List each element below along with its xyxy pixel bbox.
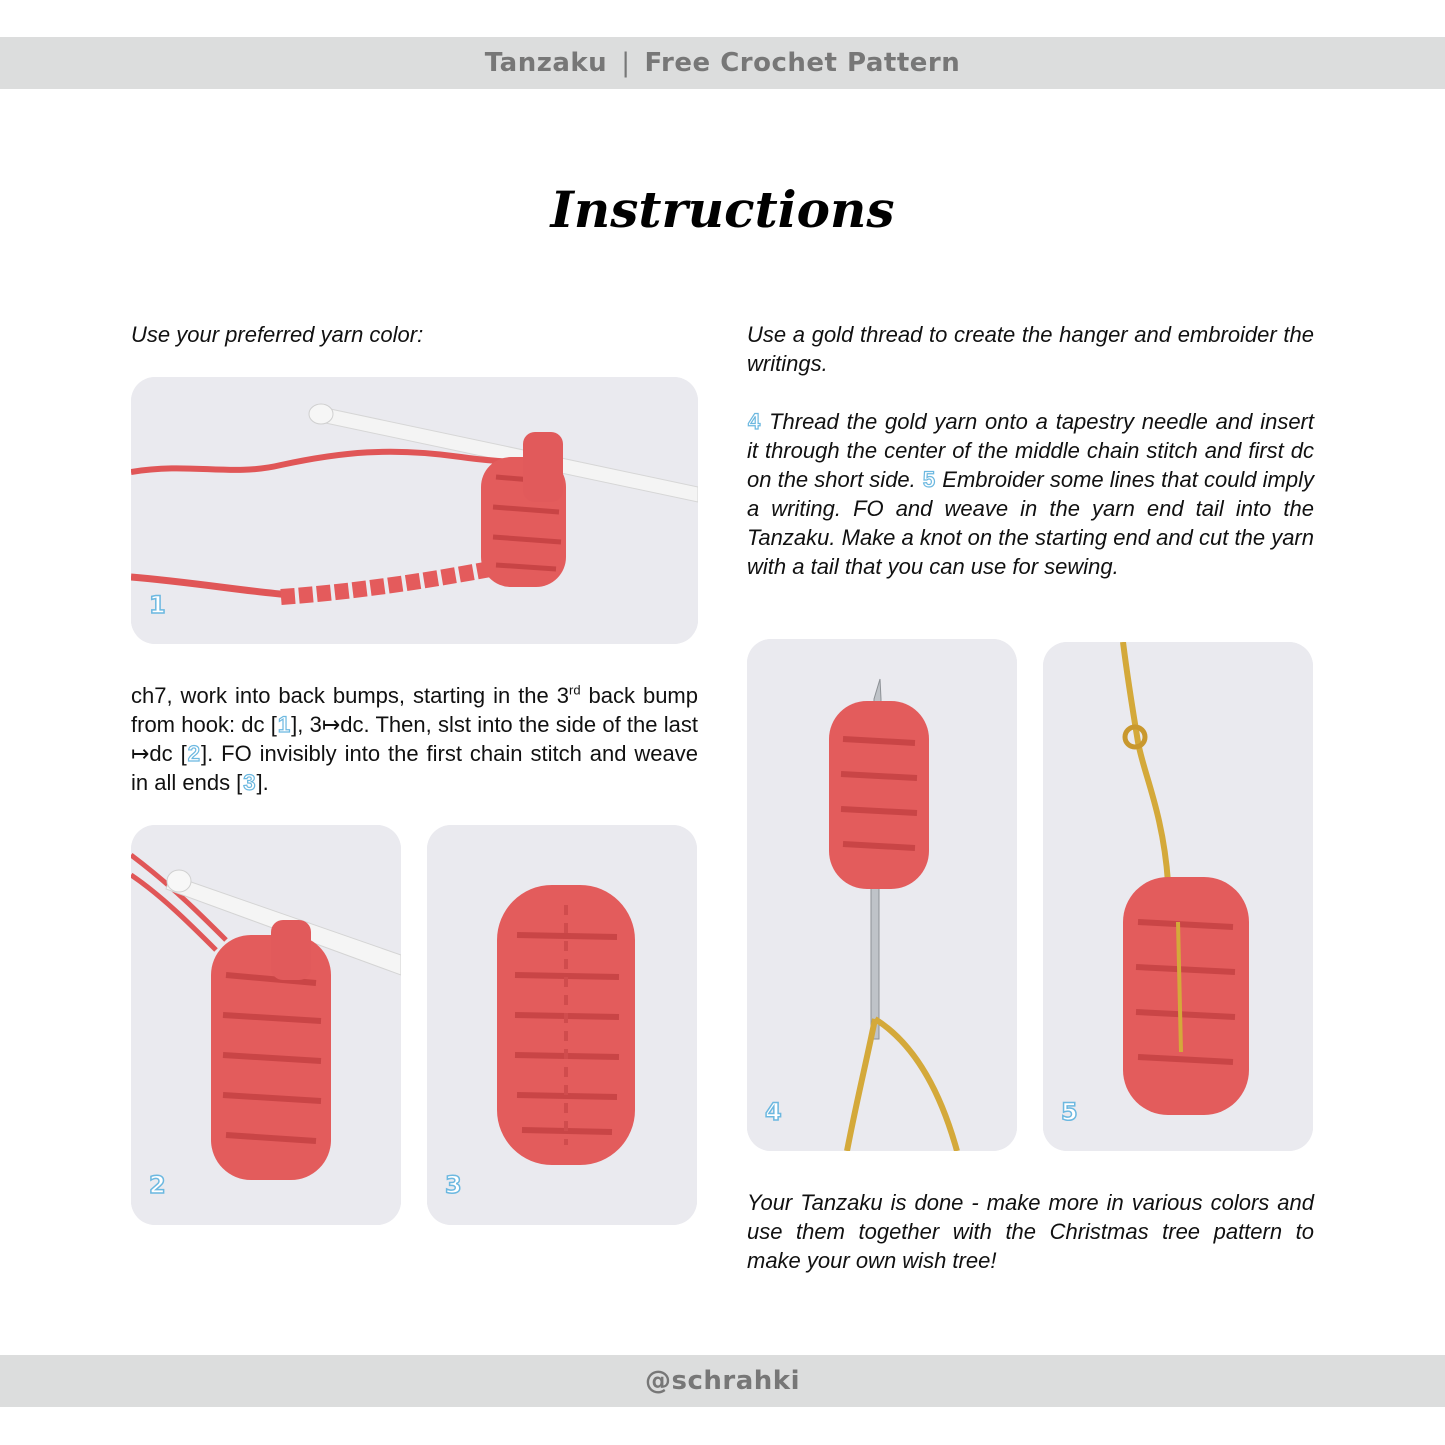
right-step-part-b: Embroider some lines that could imply a writing. FO and weave in the yarn end tail into the Tanzaku. Make a knot on the starting end and cut the yarn with a tail that you can use for sewing. bbox=[747, 467, 1314, 579]
photo-2-number: 2 bbox=[149, 1171, 166, 1199]
step-ref-5: 5 bbox=[922, 467, 936, 492]
photo-4-illustration bbox=[747, 639, 1017, 1151]
step-text-part-d: ]. FO invisibly into the first chain stitch and weave in all ends [ bbox=[131, 741, 698, 795]
photo-2-illustration bbox=[131, 825, 401, 1225]
step-text-part-b: back bump from hook: dc [ bbox=[131, 683, 698, 737]
step-ref-4: 4 bbox=[748, 409, 761, 434]
right-intro: Use a gold thread to create the hanger and embroider the writings. bbox=[747, 322, 1314, 376]
photo-3-illustration bbox=[427, 825, 697, 1225]
step-text-part-c: ], 3↦dc. Then, slst into the side of the last ↦dc [ bbox=[131, 712, 698, 766]
header-title: Tanzaku bbox=[484, 48, 608, 78]
step-ref-3: 3 bbox=[243, 770, 256, 795]
photo-1-number: 1 bbox=[149, 591, 166, 619]
step-text-sup: rd bbox=[568, 682, 581, 698]
header-subtitle: Free Crochet Pattern bbox=[644, 48, 961, 78]
step-ref-1: 1 bbox=[277, 712, 291, 737]
photo-1-illustration bbox=[131, 377, 698, 644]
header-separator: | bbox=[621, 48, 631, 78]
footer-handle: @schrahki bbox=[645, 1366, 800, 1396]
left-step-text bbox=[131, 681, 698, 797]
photo-5-number: 5 bbox=[1061, 1098, 1078, 1126]
page-title: Instructions bbox=[550, 180, 895, 239]
photo-step-5 bbox=[1043, 642, 1313, 1151]
photo-step-1 bbox=[131, 377, 698, 644]
photo-5-illustration bbox=[1043, 642, 1313, 1151]
right-step-text bbox=[747, 407, 1314, 581]
photo-step-4 bbox=[747, 639, 1017, 1151]
footer-band bbox=[0, 1355, 1445, 1407]
header-band bbox=[0, 37, 1445, 89]
right-step-part-a: Thread the gold yarn onto a tapestry needle and insert it through the center of the middle chain stitch and first dc on the short side. bbox=[747, 409, 1314, 492]
photo-step-2 bbox=[131, 825, 401, 1225]
photo-4-number: 4 bbox=[765, 1098, 782, 1126]
left-intro: Use your preferred yarn color: bbox=[131, 322, 424, 347]
step-ref-2: 2 bbox=[187, 741, 200, 766]
photo-3-number: 3 bbox=[445, 1171, 462, 1199]
photo-step-3 bbox=[427, 825, 697, 1225]
right-outro: Your Tanzaku is done - make more in various colors and use them together with the Christmas tree pattern to make your own wish tree! bbox=[747, 1190, 1314, 1273]
step-text-part-a: ch7, work into back bumps, starting in the 3 bbox=[131, 683, 569, 708]
step-text-part-e: ]. bbox=[256, 770, 269, 795]
